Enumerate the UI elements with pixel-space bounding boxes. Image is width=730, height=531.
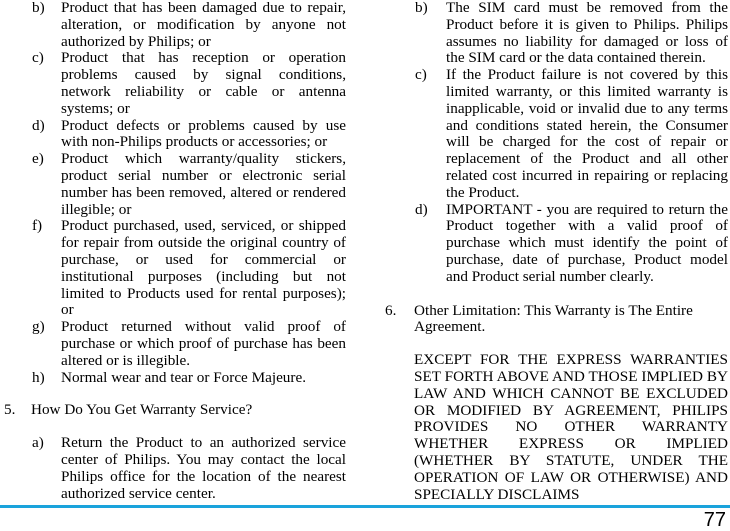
item-label: a)	[32, 434, 44, 452]
list-item	[380, 0, 728, 67]
section-number: 5.	[4, 401, 16, 419]
list-item	[0, 151, 346, 218]
list-item	[0, 370, 346, 387]
item-text: Product returned without valid proof of purchase or which proof of purchase has been altered or is illegible.	[61, 318, 346, 369]
section-heading-5	[0, 402, 346, 419]
item-text: Product that has been damaged due to repair, alteration, or modification by anyone not authorized by Philips; or	[61, 0, 346, 50]
item-label: g)	[32, 318, 45, 336]
list-item	[0, 50, 346, 117]
list-item	[380, 202, 728, 286]
list-item	[0, 319, 346, 369]
item-text: The SIM card must be removed from the Product before it is given to Philips. Philips assumes no liability for damaged or loss of the SIM card or the data contained therein.	[446, 0, 728, 67]
item-text: Product defects or problems caused by use with non-Philips products or accessories; or	[61, 116, 346, 151]
item-text: Product that has reception or operation problems caused by signal conditions, network reliability or cable or antenna systems; or	[61, 49, 346, 117]
left-column	[0, 0, 346, 502]
footer-rule	[0, 505, 730, 508]
item-label: c)	[32, 49, 44, 67]
list-item	[0, 218, 346, 319]
item-label: f)	[32, 217, 43, 235]
list-item	[0, 0, 346, 50]
item-text: Return the Product to an authorized service center of Philips. You may contact the local Philips office for the location of the nearest authorized service center.	[61, 434, 346, 502]
item-text: Product purchased, used, serviced, or shipped for repair from outside the original country of purchase, or used for commercial or institutional purposes (including but not limited to Products used for rental purposes); or	[61, 217, 346, 319]
spacer	[380, 336, 728, 352]
section-title: How Do You Get Warranty Service?	[31, 401, 253, 419]
item-label: d)	[32, 116, 45, 134]
list-item	[0, 118, 346, 152]
spacer	[0, 419, 346, 435]
item-label: d)	[415, 200, 428, 218]
list-item	[0, 435, 346, 502]
spacer	[380, 286, 728, 303]
item-text: IMPORTANT - you are required to return the Product together with a valid proof of purchase which must identify the point of purchase, date of purchase, Product model and Product serial number clearly.	[446, 200, 728, 285]
section-title: Other Limitation: This Warranty is The Entire Agreement.	[414, 301, 693, 336]
item-label: b)	[32, 0, 45, 16]
section-heading-6	[380, 303, 728, 337]
item-text: Normal wear and tear or Force Majeure.	[61, 368, 306, 386]
disclaimer-paragraph: EXCEPT FOR THE EXPRESS WARRANTIES SET FORTH ABOVE AND THOSE IMPLIED BY LAW AND WHICH CANNOT BE EXCLUDED OR MODIFIED BY AGREEMENT, PHILIPS PROVIDES NO OTHER WARRANTY WHETHER EXPRESS OR IMPLIED (WHETHER BY STATUTE, UNDER THE OPERATION OF LAW OR OTHERWISE) AND SPECIALLY DISCLAIMS	[414, 351, 728, 503]
item-label: b)	[415, 0, 428, 16]
page-number: 77	[703, 509, 726, 531]
item-label: h)	[32, 368, 45, 386]
item-text: Product which warranty/quality stickers, product serial number or electronic serial number has been removed, altered or rendered illegible; or	[61, 150, 346, 218]
item-label: e)	[32, 150, 44, 168]
item-text: If the Product failure is not covered by this limited warranty, or this limited warranty is inapplicable, void or invalid due to any terms and conditions stated herein, the Consumer will be charged for the cost of repair or replacement of the Product and all other related cost incurred in repairing or replacing the Product.	[446, 66, 728, 201]
item-label: c)	[415, 66, 427, 84]
right-column	[380, 0, 728, 503]
list-item	[380, 67, 728, 201]
spacer	[0, 386, 346, 402]
section-number: 6.	[385, 301, 397, 319]
